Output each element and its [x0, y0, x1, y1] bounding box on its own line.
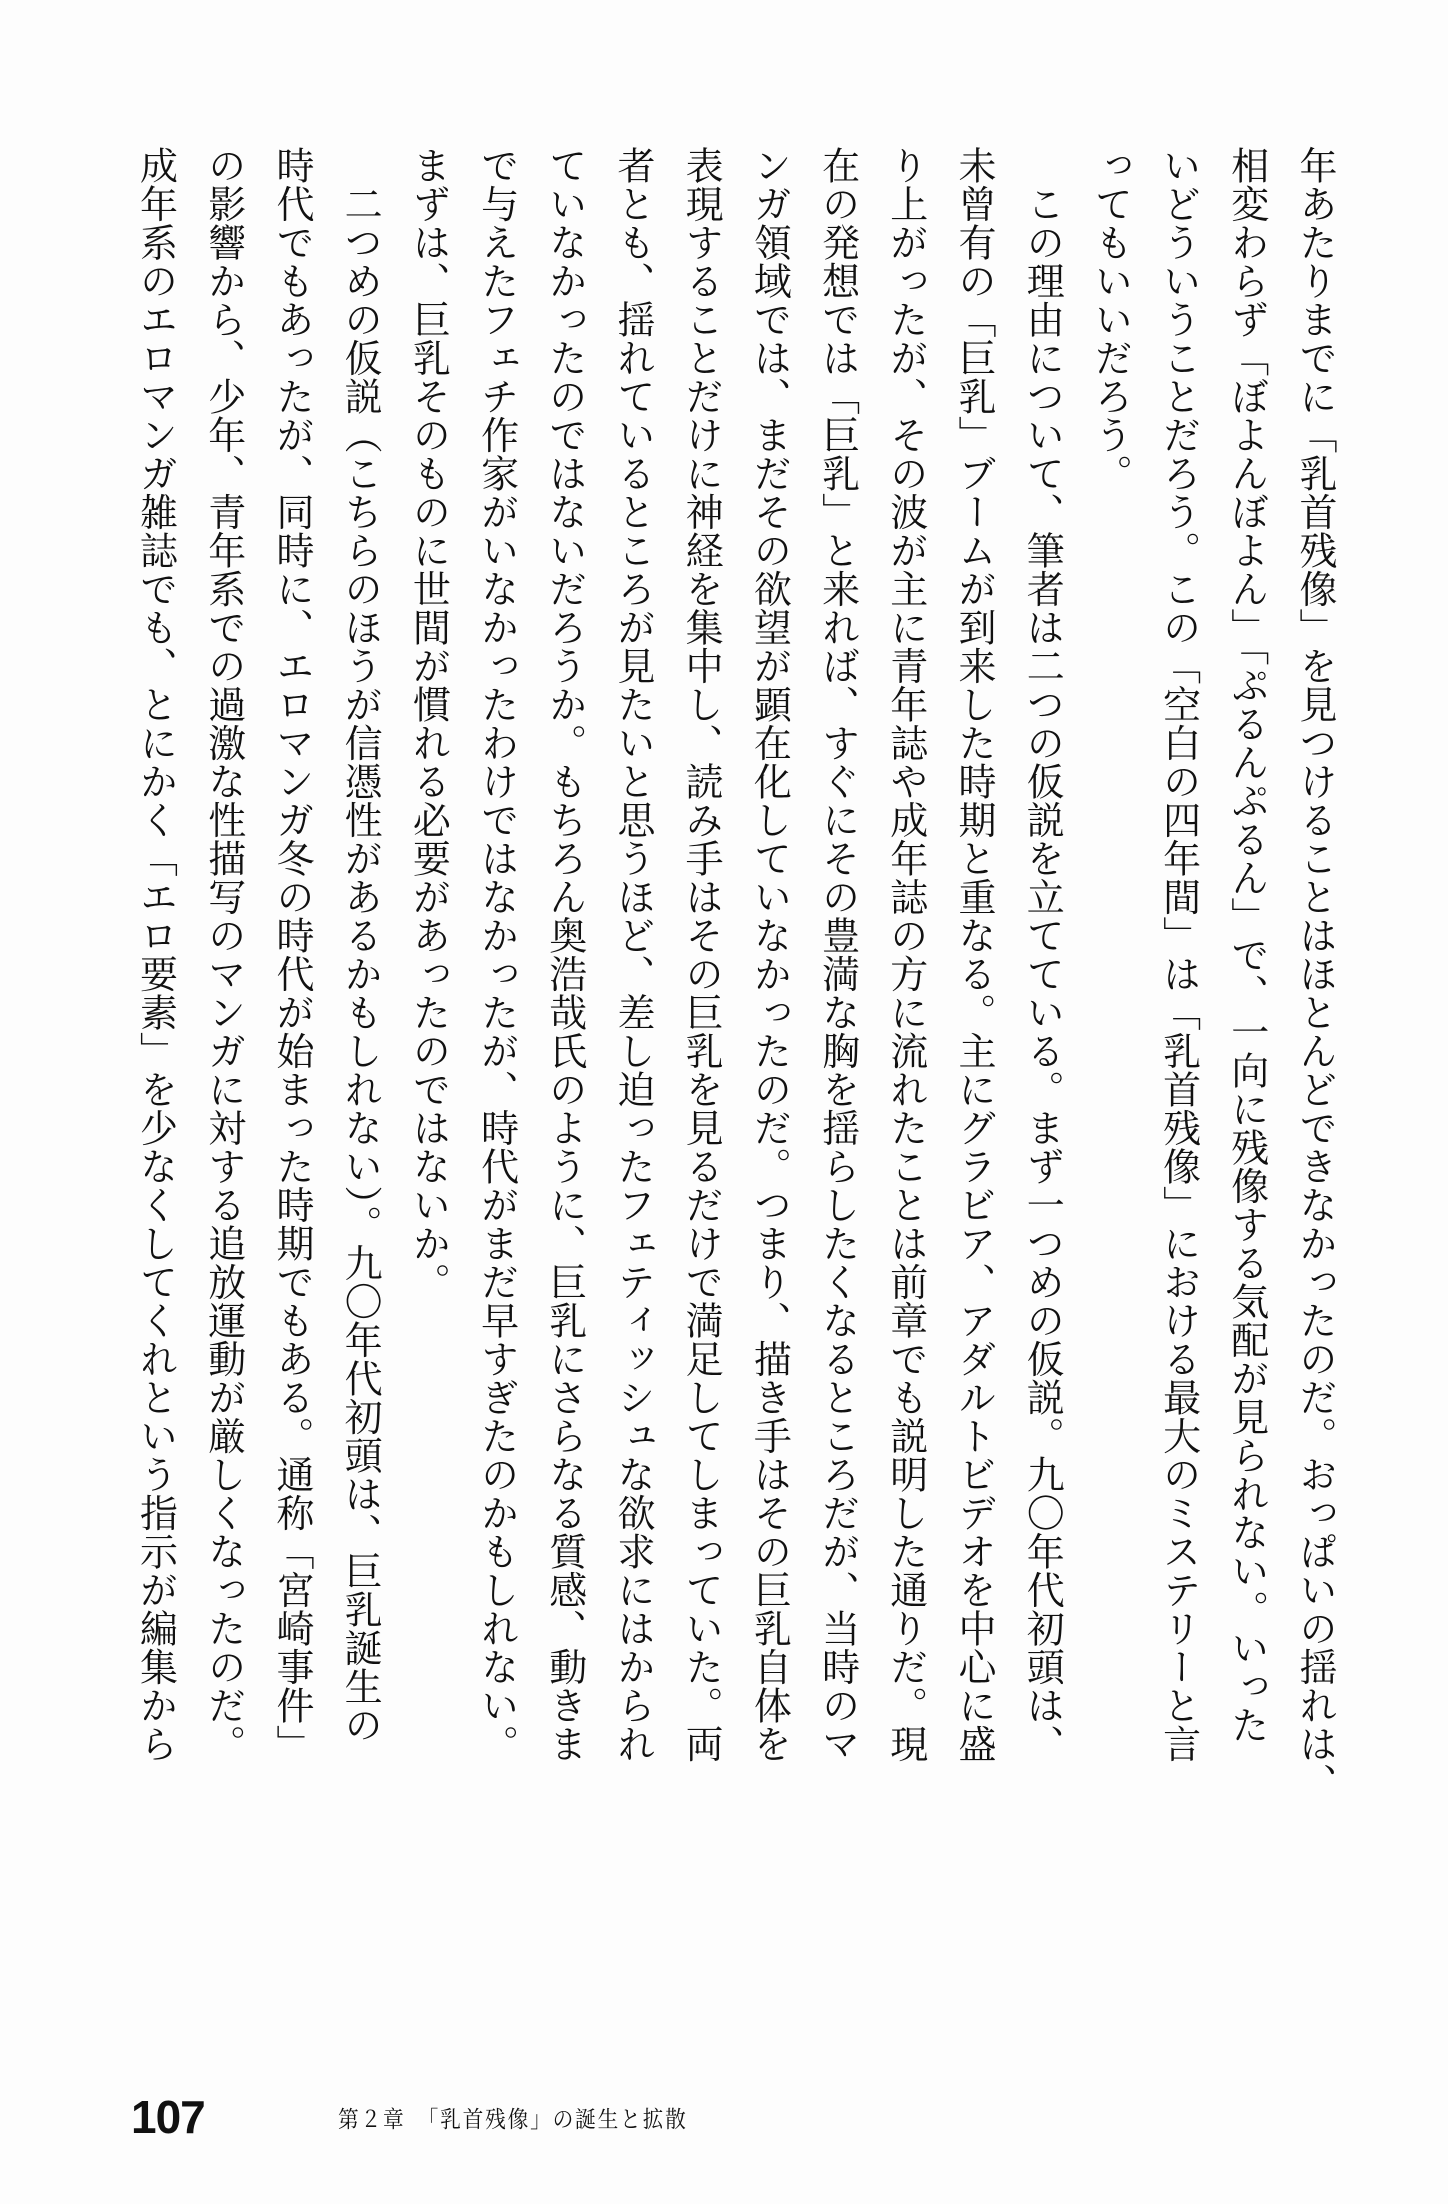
text-line: 在の発想では「巨乳」と来れば、すぐにその豊満な胸を揺らしたくなるところだが、当時のマ: [815, 146, 860, 1763]
text-line: 未曾有の「巨乳」ブームが到来した時期と重なる。主にグラビア、アダルトビデオを中心に盛: [951, 146, 996, 1763]
text-line: ていなかったのではないだろうか。もちろん奥浩哉氏のように、巨乳にさらなる質感、動きま: [542, 146, 587, 1763]
text-line: 二つめの仮説（こちらのほうが信憑性があるかもしれない）。九〇年代初頭は、巨乳誕生の: [338, 146, 383, 1744]
text-line: 年あたりまでに「乳首残像」を見つけることはほとんどできなかったのだ。おっぱいの揺れは、: [1293, 146, 1337, 1802]
text-line: この理由について、筆者は二つの仮説を立てている。まず一つめの仮説。九〇年代初頭は、: [1020, 146, 1065, 1763]
text-line: 者とも、揺れているところが見たいと思うほど、差し迫ったフェティッシュな欲求にはかられ: [610, 146, 655, 1763]
text-line: 表現することだけに神経を集中し、読み手はその巨乳を見るだけで満足してしまっていた。両: [679, 146, 724, 1763]
text-line: 成年系のエロマンガ雑誌でも、とにかく「エロ要素」を少なくしてくれという指示が編集から: [133, 146, 178, 1763]
text-line: いどういうことだろう。この「空白の四年間」は「乳首残像」における最大のミステリーと言: [1156, 146, 1201, 1763]
page-number: 107: [131, 2091, 205, 2143]
text-line: で与えたフェチ作家がいなかったわけではなかったが、時代がまだ早すぎたのかもしれない。: [474, 146, 519, 1763]
text-line: 相変わらず「ぼよんぼよん」「ぷるんぷるん」で、一向に残像する気配が見られない。いった: [1224, 146, 1269, 1744]
text-line: まずは、巨乳そのものに世間が慣れる必要があったのではないか。: [406, 146, 451, 1301]
text-line: ンガ領域では、まだその欲望が顕在化していなかったのだ。つまり、描き手はその巨乳自体を: [747, 146, 792, 1763]
text-line: り上がったが、その波が主に青年誌や成年誌の方に流れたことは前章でも説明した通りだ。現: [883, 146, 928, 1763]
text-line: 時代でもあったが、同時に、エロマンガ冬の時代が始まった時期でもある。通称「宮崎事件」: [269, 146, 314, 1763]
body-text: [121, 146, 1349, 1906]
text-line: の影響から、少年、青年系での過激な性描写のマンガに対する追放運動が厳しくなったのだ。: [201, 146, 246, 1763]
text-line: ってもいいだろう。: [1088, 146, 1133, 493]
running-head: 第２章 「乳首残像」の誕生と拡散: [338, 2107, 688, 2133]
